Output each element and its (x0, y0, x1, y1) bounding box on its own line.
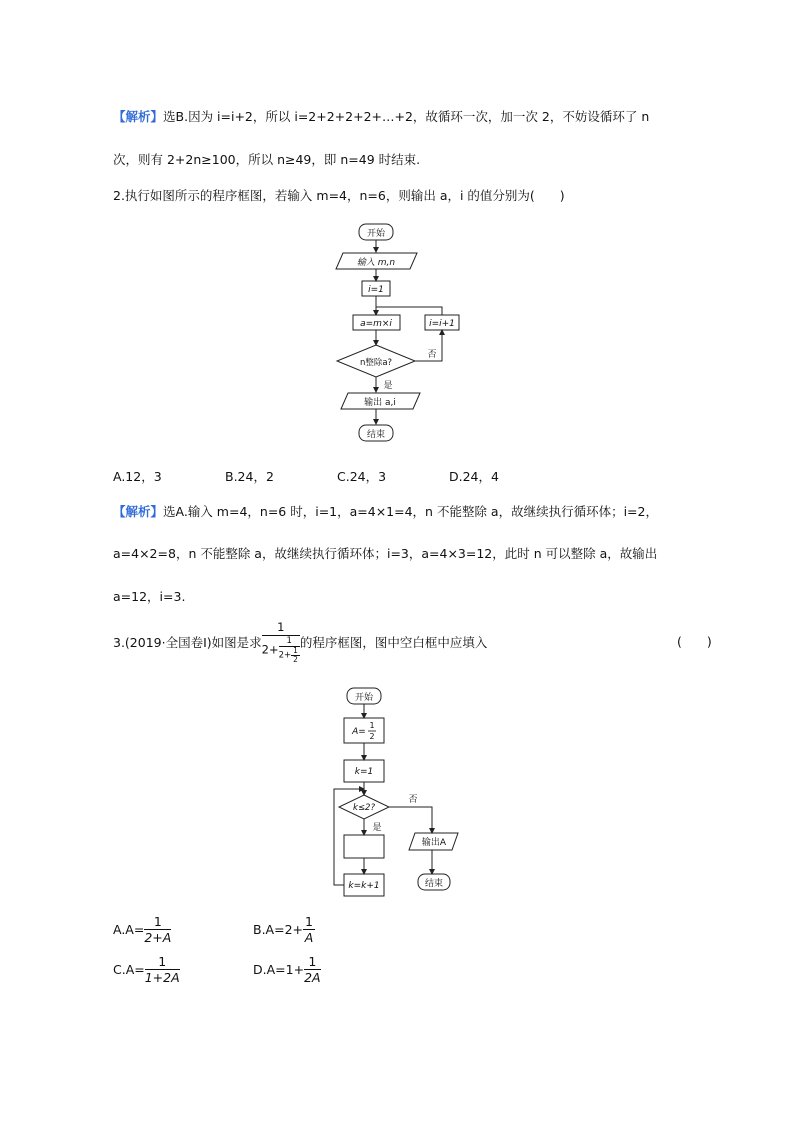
q3-option-b-frac (303, 914, 315, 945)
q3-paren: ( ) (677, 634, 712, 649)
q3-inner-den (279, 647, 300, 664)
q3-option-a (113, 914, 171, 945)
no-label: 否 (427, 350, 437, 360)
end-label: 结束 (424, 879, 444, 889)
input-label: 输入 m,n (356, 258, 396, 268)
q3-option-b (253, 914, 315, 945)
yes-label: 是 (372, 823, 382, 833)
flowchart-q3 (325, 683, 475, 901)
init-k-label: k=1 (354, 767, 374, 777)
q3-option-d-label: D.A=1+ (253, 962, 305, 977)
q3-den-lead: 2+ (261, 642, 279, 657)
q3-option-b-num: 1 (305, 914, 313, 929)
output-label: 输出A (421, 838, 447, 848)
q3-option-c-frac (145, 954, 180, 985)
option-c: C.24，3 (337, 469, 387, 484)
option-b: B.24，2 (225, 469, 274, 484)
condition-label: n整除a? (359, 358, 393, 368)
assign-a-num: 1 (369, 721, 375, 730)
q3-option-a-frac (144, 914, 171, 945)
q3-option-c (113, 954, 180, 985)
q3-suffix: 的程序框图，图中空白框中应填入 (299, 635, 488, 650)
calc-label: a=m×i (360, 319, 392, 329)
init-label: i=1 (368, 285, 384, 295)
solution-2-line-1 (113, 503, 658, 521)
q3-ii-den: 2 (293, 655, 298, 664)
q3-inner-frac (279, 636, 300, 664)
no-label: 否 (408, 795, 418, 805)
condition-label: k≤2? (353, 803, 375, 813)
q3-prefix: 3.(2019·全国卷Ⅰ)如图是求 (113, 635, 262, 650)
q3-option-a-den: 2+A (144, 930, 172, 945)
q3-option-d (253, 954, 321, 985)
question-3-stem (113, 620, 487, 664)
q3-option-c-label: C.A= (113, 962, 145, 977)
q3-option-d-den: 2A (304, 970, 321, 985)
q3-inner-num: 1 (279, 636, 300, 647)
solution-2-text-1: 选A.输入 m=4，n=6 时，i=1，a=4×1=4，n 不能整除 a，故继续执行循环体；i=2， (163, 504, 658, 519)
q3-option-c-num: 1 (145, 954, 180, 970)
q3-option-c-den: 1+2A (144, 970, 180, 985)
q3-ii-num: 1 (293, 646, 298, 655)
start-label: 开始 (366, 229, 386, 239)
assign-a-den: 2 (369, 732, 375, 741)
yes-label: 是 (383, 381, 393, 391)
increment-label: i=i+1 (429, 319, 455, 329)
q3-option-b-label: B.A=2+ (253, 922, 303, 937)
increment-label: k=k+1 (348, 881, 380, 891)
q3-frac-den (262, 636, 300, 664)
assign-a-label: A= (352, 727, 366, 737)
q3-option-a-num: 1 (144, 914, 171, 930)
start-label: 开始 (354, 693, 374, 703)
q3-fraction (262, 620, 300, 664)
q3-option-d-frac (304, 954, 321, 985)
q3-inner-inner-frac (291, 647, 300, 664)
solution-tag: 【解析】 (113, 504, 164, 519)
solution-tag: 【解析】 (113, 109, 164, 124)
q3-inner-den-lead: 2+ (278, 650, 292, 661)
output-label: 输出 a,i (364, 398, 396, 408)
q3-frac-num: 1 (262, 620, 300, 636)
q3-option-d-num: 1 (304, 954, 321, 970)
blank-node (344, 835, 384, 858)
q3-option-b-den: A (304, 930, 314, 945)
solution-1-line-1 (113, 108, 649, 126)
solution-2-line-2: a=4×2=8，n 不能整除 a，故继续执行循环体；i=3，a=4×3=12，此时 n 可以整除 a，故输出 (113, 546, 658, 561)
option-d: D.24，4 (449, 469, 499, 484)
option-a: A.12，3 (113, 469, 162, 484)
solution-1-line-2: 次，则有 2+2n≥100，所以 n≥49，即 n=49 时结束. (113, 152, 421, 167)
question-2-stem: 2.执行如图所示的程序框图，若输入 m=4，n=6，则输出 a，i 的值分别为( ) (113, 188, 565, 203)
solution-2-line-3: a=12，i=3. (113, 589, 186, 604)
end-label: 结束 (366, 430, 386, 440)
solution-1-text-1: 选B.因为 i=i+2，所以 i=2+2+2+2+…+2，故循环一次，加一次 2，不妨设循环了 n (163, 109, 650, 124)
q3-option-a-label: A.A= (113, 922, 145, 937)
flowchart-q2 (320, 218, 470, 448)
